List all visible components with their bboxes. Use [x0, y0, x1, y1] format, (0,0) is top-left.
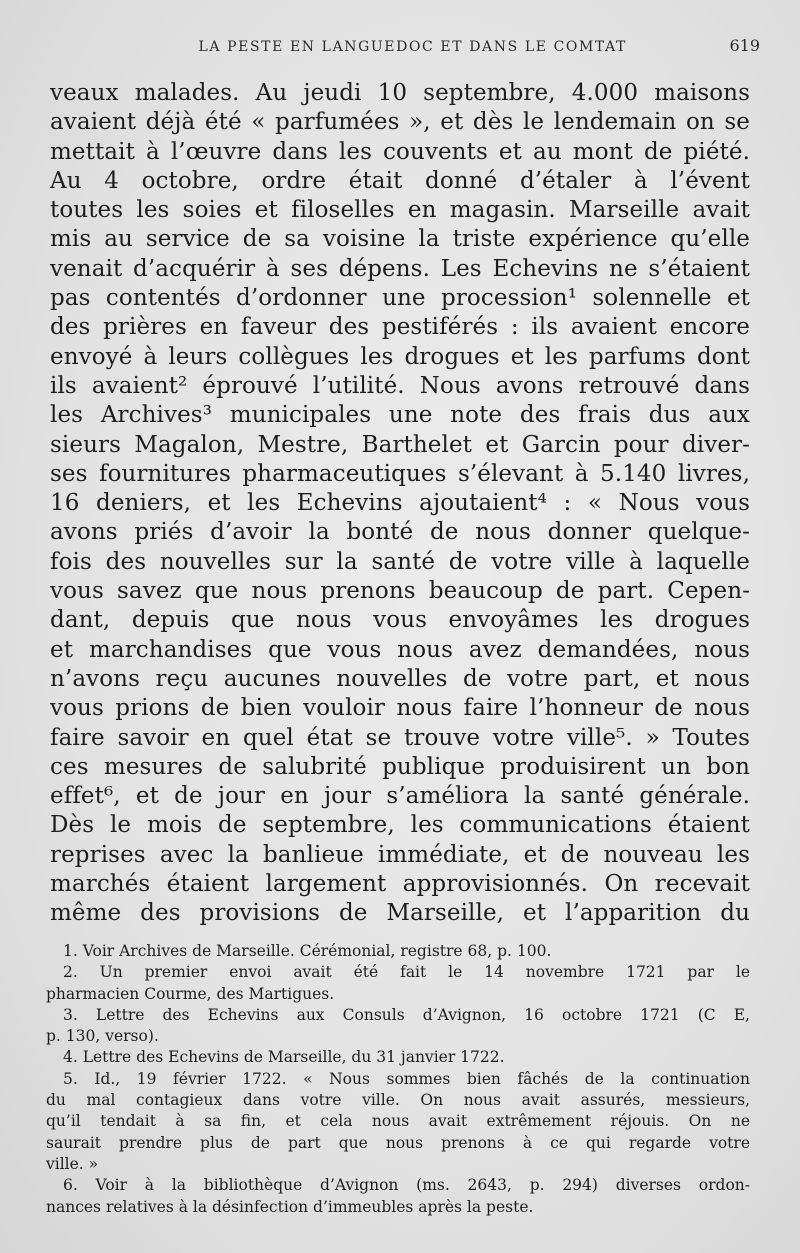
footnote-line: 3. Lettre des Echevins aux Consuls d’Avignon, 16 octobre 1721 (C E, — [63, 1005, 750, 1024]
body-line: Au 4 octobre, ordre était donné d’étaler à l’évent — [50, 167, 750, 194]
body-line: des prières en faveur des pestiférés : ils avaient encore — [50, 314, 750, 341]
body-line: ces mesures de salubrité publique produisirent un bon — [50, 753, 750, 780]
body-line: pas contentés d’ordonner une procession¹ solennelle et — [50, 285, 750, 312]
body-line: Dès le mois de septembre, les communications étaient — [50, 812, 750, 839]
body-line: fois des nouvelles sur la santé de votre ville à laquelle — [50, 548, 750, 575]
page-number: 619 — [729, 36, 760, 55]
body-line: et marchandises que vous nous avez demandées, nous — [50, 636, 750, 663]
footnotes — [46, 941, 750, 1218]
footnote-line: qu’il tendait à sa fin, et cela nous avait extrêmement réjouis. On ne — [46, 1112, 750, 1131]
body-line: ses fournitures pharmaceutiques s’élevant à 5.140 livres, — [50, 460, 750, 487]
body-line: vous savez que nous prenons beaucoup de part. Cepen- — [50, 578, 750, 605]
footnote-line: pharmacien Courme, des Martigues. — [46, 984, 335, 1003]
footnote-line: du mal contagieux dans votre ville. On nous avait assurés, messieurs, — [46, 1091, 750, 1110]
footnote-line: 1. Voir Archives de Marseille. Cérémonial, registre 68, p. 100. — [63, 942, 552, 960]
body-text — [50, 79, 750, 929]
footnote-line: 6. Voir à la bibliothèque d’Avignon (ms. 2643, p. 294) diverses ordon- — [63, 1176, 750, 1195]
body-line: dant, depuis que nous vous envoyâmes les drogues — [50, 607, 750, 634]
footnote-line: 4. Lettre des Echevins de Marseille, du 31 janvier 1722. — [63, 1048, 505, 1067]
body-line: 16 deniers, et les Echevins ajoutaient⁴ : « Nous vous — [50, 490, 750, 517]
body-line: envoyé à leurs collègues les drogues et les parfums dont — [50, 343, 750, 370]
body-line: marchés étaient largement approvisionnés. On recevait — [50, 871, 750, 898]
page-header — [60, 36, 760, 55]
body-line: sieurs Magalon, Mestre, Barthelet et Garcin pour diver- — [50, 431, 750, 458]
body-line: n’avons reçu aucunes nouvelles de votre part, et nous — [50, 665, 750, 692]
footnote-line: ville. » — [46, 1154, 99, 1173]
footnote-line: nances relatives à la désinfection d’immeubles après la peste. — [46, 1197, 534, 1216]
body-line: avons priés d’avoir la bonté de nous donner quelque- — [50, 519, 750, 546]
footnote-line: p. 130, verso). — [46, 1027, 159, 1046]
footnote-line: 5. Id., 19 février 1722. « Nous sommes bien fâchés de la continuation — [63, 1069, 750, 1088]
body-line: reprises avec la banlieue immédiate, et de nouveau les — [50, 841, 750, 868]
body-line: toutes les soies et filoselles en magasin. Marseille avait — [50, 197, 750, 224]
body-line: veaux malades. Au jeudi 10 septembre, 4.000 maisons — [50, 80, 750, 106]
footnote-line: 2. Un premier envoi avait été fait le 14 novembre 1721 par le — [63, 963, 750, 982]
body-line: venait d’acquérir à ses dépens. Les Echevins ne s’étaient — [50, 255, 750, 282]
body-line: les Archives³ municipales une note des frais dus aux — [50, 402, 750, 429]
running-head: LA PESTE EN LANGUEDOC ET DANS LE COMTAT — [198, 39, 627, 55]
body-line: ils avaient² éprouvé l’utilité. Nous avons retrouvé dans — [50, 372, 750, 399]
footnote-line: saurait prendre plus de part que nous prenons à ce qui regarde votre — [46, 1133, 750, 1152]
body-line: mis au service de sa voisine la triste expérience qu’elle — [50, 226, 750, 253]
body-line: même des provisions de Marseille, et l’apparition du — [50, 900, 750, 927]
body-line: vous prions de bien vouloir nous faire l’honneur de nous — [50, 695, 750, 722]
body-line: mettait à l’œuvre dans les couvents et au mont de piété. — [50, 138, 750, 165]
body-line: faire savoir en quel état se trouve votre ville⁵. » Toutes — [50, 724, 750, 751]
body-line: effet⁶, et de jour en jour s’améliora la santé générale. — [50, 783, 750, 810]
body-line: avaient déjà été « parfumées », et dès le lendemain on se — [50, 109, 750, 136]
